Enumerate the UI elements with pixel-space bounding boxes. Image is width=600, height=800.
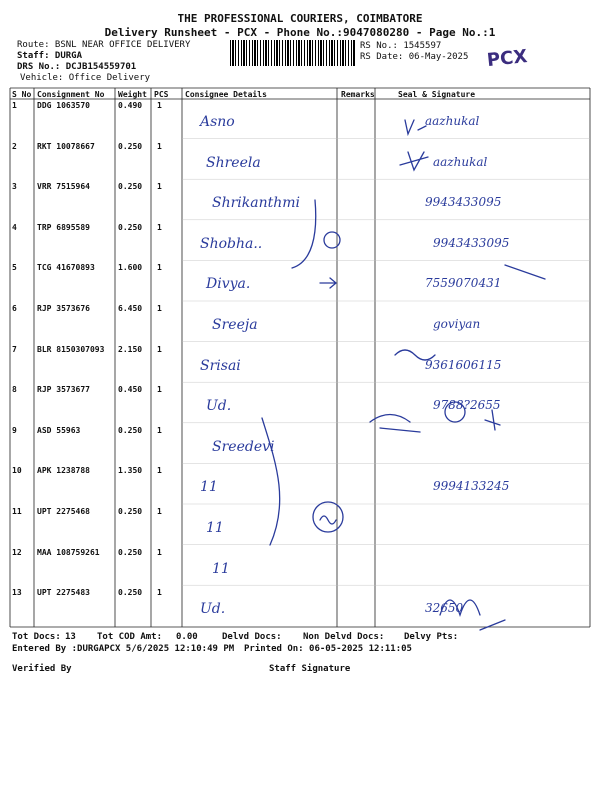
vehicle-text: Vehicle: Office Delivery [20,73,151,83]
row-sno: 6 [12,304,17,313]
row-pcs: 1 [157,547,162,557]
row-consignment-no: BLR 8150307093 [37,344,105,354]
row-sno: 10 [12,466,22,476]
row-consignment-no: RJP 3573677 [37,385,90,395]
row-pcs: 1 [157,344,162,354]
row-weight: 1.600 [118,263,143,273]
row-signature-handwriting: 9943433095 [425,195,502,210]
staff-signature-label: Staff Signature [269,664,351,674]
row-weight: 0.490 [118,101,143,110]
row-sno: 9 [12,425,17,435]
row-consignee-handwriting: Shobha.. [200,235,263,252]
row-pcs: 1 [157,425,162,435]
row-consignee-handwriting: Shrikanthmi [212,195,301,212]
row-pcs: 1 [157,304,162,313]
row-signature-handwriting: 9994133245 [433,479,510,494]
staff-text: Staff: DURGA [17,51,83,61]
row-sno: 13 [12,588,22,598]
row-consignee-handwriting: Shreela [206,154,261,171]
col-sno: S No [12,90,32,99]
row-signature-handwriting: 9361606115 [425,357,502,372]
row-consignment-no: UPT 2275483 [37,588,90,598]
row-pcs: 1 [157,222,162,232]
delvy-pts-label: Delvy Pts: [404,632,459,642]
row-consignee-handwriting: Sreedevi [212,438,275,455]
row-signature-handwriting: aazhukal [433,154,488,169]
row-signature-handwriting: 7559070431 [425,276,502,291]
tot-docs-label: Tot Docs: [12,632,61,642]
row-weight: 0.250 [118,141,143,151]
row-sno: 12 [12,547,22,557]
row-weight: 0.250 [118,507,143,516]
printed-on-text: Printed On: 06-05-2025 12:11:05 [244,644,412,654]
row-pcs: 1 [157,263,162,273]
row-sno: 8 [12,385,17,395]
row-sno: 4 [12,222,17,232]
row-signature-handwriting: 9788?2655 [433,398,501,413]
row-consignee-handwriting: Divya. [206,276,251,293]
row-consignment-no: ASD 55963 [37,425,81,435]
tot-docs-value: 13 [65,632,76,642]
row-pcs: 1 [157,141,162,151]
row-signature-handwriting: aazhukal [425,114,480,128]
row-weight: 0.450 [118,385,143,395]
route-text: Route: BSNL NEAR OFFICE DELIVERY [17,40,191,50]
row-consignment-no: APK 1238788 [37,466,90,476]
col-remarks: Remarks [341,90,375,99]
company-title: THE PROFESSIONAL COURIERS, COIMBATORE [177,12,423,25]
row-consignment-no: UPT 2275468 [37,507,90,516]
row-weight: 0.250 [118,425,143,435]
row-sno: 7 [12,344,17,354]
row-consignment-no: TCG 41670893 [37,263,95,273]
row-weight: 1.350 [118,466,143,476]
rs-date-text: RS Date: 06-May-2025 [360,52,469,62]
row-consignee-handwriting: Ud. [206,398,232,415]
col-weight: Weight [118,90,147,99]
verified-by-label: Verified By [12,664,72,674]
row-signature-handwriting: 9943433095 [433,235,510,250]
tot-cod-label: Tot COD Amt: [97,632,163,642]
tot-cod-value: 0.00 [176,632,198,642]
pcx-stamp: PCX [486,45,529,72]
row-weight: 0.250 [118,588,143,598]
row-weight: 2.150 [118,344,143,354]
sheet-title: Delivery Runsheet - PCX - Phone No.:9047080280 - Page No.:1 [104,26,496,39]
row-signature-handwriting: 32650 [425,601,464,616]
row-consignee-handwriting: Sreeja [212,317,258,333]
row-consignment-no: RJP 3573676 [37,304,90,313]
row-consignment-no: VRR 7515964 [37,182,90,192]
row-pcs: 1 [157,507,162,516]
row-weight: 6.450 [118,304,143,313]
row-consignee-handwriting: 11 [206,520,224,536]
row-pcs: 1 [157,385,162,395]
row-sno: 3 [12,182,17,192]
row-consignee-handwriting: Srisai [200,357,241,374]
row-pcs: 1 [157,182,162,192]
row-signature-handwriting: goviyan [433,317,481,331]
col-seal: Seal & Signature [398,90,476,99]
row-pcs: 1 [157,466,162,476]
row-consignment-no: DDG 1063570 [37,101,90,110]
col-consignee: Consignee Details [185,90,267,99]
row-consignee-handwriting: Asno [200,114,235,130]
delvd-docs-label: Delvd Docs: [222,632,282,642]
row-consignment-no: RKT 10078667 [37,141,95,151]
row-pcs: 1 [157,588,162,598]
col-pcs: PCS [154,90,169,99]
entered-by-text: Entered By :DURGAPCX 5/6/2025 12:10:49 PM [12,644,235,654]
row-sno: 11 [12,507,22,516]
row-pcs: 1 [157,101,162,110]
non-delvd-docs-label: Non Delvd Docs: [303,632,385,642]
row-consignee-handwriting: 11 [212,560,230,577]
col-consignment: Consignment No [37,90,105,99]
drs-text: DRS No.: DCJB154559701 [17,62,137,72]
row-sno: 2 [12,141,17,151]
row-consignee-handwriting: Ud. [200,601,226,618]
row-weight: 0.250 [118,222,143,232]
row-weight: 0.250 [118,547,143,557]
rs-no-text: RS No.: 1545597 [360,41,442,51]
row-consignment-no: MAA 108759261 [37,547,100,557]
row-weight: 0.250 [118,182,143,192]
row-sno: 5 [12,263,17,273]
row-consignee-handwriting: 11 [200,479,218,496]
row-sno: 1 [12,101,17,110]
row-consignment-no: TRP 6895589 [37,222,90,232]
